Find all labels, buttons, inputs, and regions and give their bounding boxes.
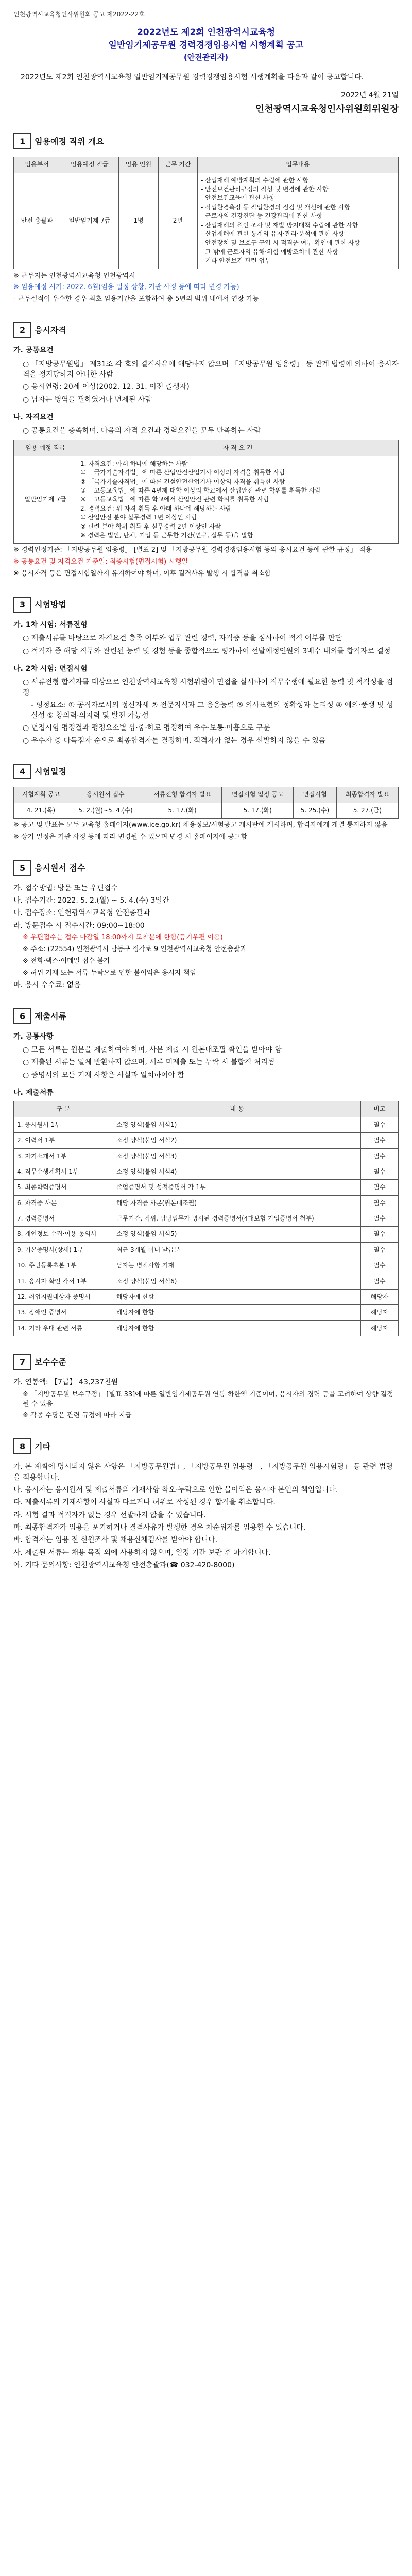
doc-note: 필수	[361, 1133, 399, 1148]
doc-desc: 소정 양식(붙임 서식3)	[113, 1148, 361, 1164]
paragraph: 라. 방문접수 시 접수시간: 09:00~18:00	[13, 921, 145, 930]
note: ※ 상기 일정은 기관 사정 등에 따라 변경될 수 있으며 변경 시 홈페이지에 공고함	[13, 833, 247, 841]
section-label: 응시자격	[35, 325, 66, 335]
paragraph: 다. 제출서류의 기재사항이 사실과 다르거나 허위로 작성된 경우 합격을 취소합니다.	[13, 1498, 276, 1507]
subheading: 나. 자격요건	[13, 413, 54, 421]
note: ※ 「지방공무원 보수규정」 [별표 33]에 따른 일반임기제공무원 연봉 하한액 기준이며, 응시자의 경력 등을 고려하여 상향 결정될 수 있음	[23, 1390, 393, 1408]
req-item: ② 관련 분야 학위 취득 후 실무경력 2년 이상인 사람	[80, 522, 221, 530]
paragraph: ○ 응시연령: 20세 이상(2002. 12. 31. 이전 출생자)	[23, 383, 190, 392]
paragraph: ○ 증명서의 모든 기재 사항은 사실과 일치하여야 함	[23, 1071, 184, 1079]
doc-desc: 소정 양식(붙임 서식5)	[113, 1227, 361, 1242]
doc-note: 필수	[361, 1164, 399, 1179]
doc-name: 10. 주민등록초본 1부	[14, 1258, 113, 1274]
duty-item: - 안전보건관리규정의 작성 및 변경에 관한 사항	[201, 185, 329, 193]
table-row	[14, 1133, 399, 1148]
duty-item: - 안전보건교육에 관한 사항	[201, 194, 275, 202]
note: ※ 허위 기재 또는 서류 누락으로 인한 불이익은 응시자 책임	[23, 969, 196, 977]
subheading: 가. 1차 시험: 서류전형	[13, 621, 88, 630]
table-row	[14, 1274, 399, 1289]
section-number: 8	[13, 1438, 31, 1454]
table-row	[14, 1117, 399, 1132]
cell-dept: 안전 총괄과	[14, 173, 60, 269]
paragraph: 라. 시험 결과 적격자가 없는 경우 선발하지 않을 수 있습니다.	[13, 1511, 206, 1519]
paragraph: 바. 합격자는 임용 전 신원조사 및 채용신체검사를 받아야 합니다.	[13, 1536, 218, 1545]
paragraph: 가. 연봉액: 【7급】 43,237천원	[13, 1378, 118, 1387]
paragraph: ○ 서류전형 합격자를 대상으로 인천광역시교육청 시험위원이 면접을 실시하여 직무수행에 필요한 능력 및 적격성을 검정	[23, 678, 393, 697]
subheading: 나. 제출서류	[13, 1089, 54, 1097]
title-block	[13, 26, 399, 63]
table-row	[14, 1320, 399, 1336]
doc-desc: 남자는 병적사항 기재	[113, 1258, 361, 1274]
doc-note: 필수	[361, 1242, 399, 1258]
section-number: 3	[13, 597, 31, 613]
note: ※ 주소: (22554) 인천광역시 남동구 정각로 9 인천광역시교육청 안전총괄과	[23, 945, 247, 953]
section-2-heading	[13, 322, 399, 338]
paragraph: ○ 제출서류를 바탕으로 자격요건 충족 여부와 업무 관련 경력, 자격증 등을 심사하여 적격 여부를 판단	[23, 634, 342, 643]
section-1-heading	[13, 133, 399, 149]
paragraph: 사. 제출된 서류는 채용 목적 외에 사용하지 않으며, 일정 기간 보관 후 파기합니다.	[13, 1548, 271, 1557]
doc-desc: 소정 양식(붙임 서식1)	[113, 1117, 361, 1132]
col-header: 면접시험	[294, 787, 337, 803]
req-item: ④ 「고등교육법」에 따른 학교에서 산업안전 관련 학위를 취득한 사람	[80, 496, 269, 503]
table-row	[14, 1258, 399, 1274]
cell-count: 1명	[119, 173, 158, 269]
duty-item: - 산업재해에 관한 통계의 유지·관리·분석에 관한 사항	[201, 230, 345, 238]
section-number: 6	[13, 1008, 31, 1024]
doc-desc: 해당자에 한함	[113, 1305, 361, 1320]
issuing-org: 인천광역시교육청인사위원회위원장	[255, 104, 399, 115]
doc-note: 필수	[361, 1117, 399, 1132]
paragraph: 나. 접수기간: 2022. 5. 2.(월) ~ 5. 4.(수) 3일간	[13, 896, 169, 905]
section-label: 임용예정 직위 개요	[35, 137, 104, 147]
duty-item: - 작업환경측정 등 작업환경의 점검 및 개선에 관한 사항	[201, 203, 351, 211]
doc-note: 필수	[361, 1258, 399, 1274]
doc-name: 3. 자기소개서 1부	[14, 1148, 113, 1164]
req-item: ③ 「고등교육법」에 따른 4년제 대학 이상의 학교에서 산업안전 관련 학위를 취득한 사람	[80, 486, 321, 494]
col-header: 면접시험 일정 공고	[222, 787, 294, 803]
note: ※ 임용예정 시기: 2022. 6월(임용 일정 상황, 기관 사정 등에 따라 변경 가능)	[13, 283, 239, 292]
col-header: 근무 기간	[158, 157, 197, 173]
paragraph: 가. 본 계획에 명시되지 않은 사항은 「지방공무원법」, 「지방공무원 임용령」, 「지방공무원 임용시험령」 등 관련 법령을 적용합니다.	[13, 1463, 393, 1482]
table-row	[14, 1164, 399, 1179]
section-number: 5	[13, 860, 31, 876]
doc-name: 1. 응시원서 1부	[14, 1117, 113, 1132]
section-8-heading	[13, 1438, 399, 1454]
table-row	[14, 1305, 399, 1320]
doc-desc: 졸업증명서 및 성적증명서 각 1부	[113, 1180, 361, 1195]
note: ※ 공고 및 발표는 모두 교육청 홈페이지(www.ice.go.kr) 채용정보/시험공고 게시판에 게시하며, 합격자에게 개별 통지하지 않음	[13, 821, 388, 829]
section-5-heading	[13, 860, 399, 876]
doc-desc: 해당자에 한함	[113, 1290, 361, 1305]
note: ※ 근무지는 인천광역시교육청 인천광역시	[13, 272, 135, 280]
table-cell: 5. 17.(화)	[222, 803, 294, 818]
section-4-heading	[13, 764, 399, 779]
doc-desc: 근무기간, 직위, 담당업무가 명시된 경력증명서(4대보험 가입증명서 첨부)	[113, 1211, 361, 1227]
title-line-2: 일반임기제공무원 경력경쟁임용시험 시행계획 공고	[108, 40, 304, 51]
doc-name: 4. 직무수행계획서 1부	[14, 1164, 113, 1179]
doc-note: 필수	[361, 1148, 399, 1164]
doc-name: 8. 개인정보 수집·이용 동의서	[14, 1227, 113, 1242]
doc-desc: 소정 양식(붙임 서식2)	[113, 1133, 361, 1148]
cell-term: 2년	[158, 173, 197, 269]
paragraph: 아. 기타 문의사항: 인천광역시교육청 안전총괄과(☎ 032-420-8000)	[13, 1561, 235, 1569]
col-header: 임용부서	[14, 157, 60, 173]
duty-item: - 산업재해의 원인 조사 및 재발 방지대책 수립에 관한 사항	[201, 221, 358, 229]
doc-note: 해당자	[361, 1305, 399, 1320]
doc-desc: 소정 양식(붙임 서식4)	[113, 1164, 361, 1179]
doc-name: 11. 응시자 확인 각서 1부	[14, 1274, 113, 1289]
documents-table	[13, 1101, 399, 1336]
paragraph: ○ 제출된 서류는 일체 반환하지 않으며, 서류 미제출 또는 누락 시 불합격 처리됨	[23, 1058, 275, 1067]
section-number: 2	[13, 322, 31, 338]
doc-name: 5. 최종학력증명서	[14, 1180, 113, 1195]
section-6-heading	[13, 1008, 399, 1024]
paragraph: ○ 모든 서류는 원본을 제출하여야 하며, 사본 제출 시 원본대조필 확인을 받아야 함	[23, 1046, 282, 1055]
table-cell: 5. 27.(금)	[336, 803, 398, 818]
req-item: ※ 경력은 법인, 단체, 기업 등 근무한 기간(연구, 실무 등)을 말함	[80, 531, 253, 539]
note: ※ 우편접수는 접수 마감일 18:00까지 도착분에 한함(등기우편 이용)	[23, 934, 223, 942]
duty-item: - 안전장치 및 보호구 구입 시 적격품 여부 확인에 관한 사항	[201, 239, 360, 247]
paragraph: ○ 우수자 중 다득점자 순으로 최종합격자를 결정하며, 적격자가 없는 경우 선발하지 않을 수 있음	[23, 736, 326, 745]
doc-name: 7. 경력증명서	[14, 1211, 113, 1227]
doc-note: 필수	[361, 1211, 399, 1227]
col-header: 업무내용	[198, 157, 399, 173]
section-number: 4	[13, 764, 31, 779]
note: ※ 경력인정기준: 「지방공무원 임용령」 [별표 2] 및 「지방공무원 경력경쟁임용시험 등의 응시요건 등에 관한 규정」 적용	[13, 546, 372, 554]
doc-note: 해당자	[361, 1290, 399, 1305]
paragraph: - 평정요소: ① 공직자로서의 정신자세 ② 전문지식과 그 응용능력 ③ 의사표현의 정확성과 논리성 ④ 예의·품행 및 성실성 ⑤ 창의력·의지력 및 발전 가능성	[31, 701, 393, 720]
table-row	[14, 1195, 399, 1211]
paragraph: 마. 최종합격자가 임용을 포기하거나 결격사유가 발생한 경우 차순위자를 임용할 수 있습니다.	[13, 1523, 306, 1532]
note: - 근무실적이 우수한 경우 최초 임용기간을 포함하여 총 5년의 범위 내에서 연장 가능	[13, 295, 259, 303]
duty-item: - 근로자의 건강진단 등 건강관리에 관한 사항	[201, 212, 323, 220]
notice-number: 인천광역시교육청인사위원회 공고 제2022-22호	[13, 11, 145, 18]
doc-name: 2. 이력서 1부	[14, 1133, 113, 1148]
paragraph: 마. 응시 수수료: 없음	[13, 981, 81, 990]
col-header: 비고	[361, 1101, 399, 1117]
requirements-table	[13, 440, 399, 544]
title-line-1: 2022년도 제2회 인천광역시교육청	[136, 27, 276, 38]
duty-item: - 기타 안전보건 관련 업무	[201, 257, 271, 265]
doc-name: 12. 취업지원대상자 증명서	[14, 1290, 113, 1305]
req-item: ① 산업안전 분야 실무경력 1년 이상인 사람	[80, 514, 197, 521]
doc-note: 필수	[361, 1274, 399, 1289]
schedule-table	[13, 787, 399, 819]
cell-duties	[198, 173, 399, 269]
paragraph: ○ 면접시험 평정결과 평정요소별 상·중·하로 평정하여 우수·보통·미흡으로 구분	[23, 724, 270, 733]
section-number: 7	[13, 1354, 31, 1370]
req-item: ② 「국가기술자격법」에 따른 건설안전산업기사 이상의 자격을 취득한 사람	[80, 478, 285, 485]
paragraph: ○ 공통요건을 충족하며, 다음의 자격 요건과 경력요건을 모두 만족하는 사람	[23, 427, 261, 435]
col-header: 자 격 요 건	[77, 440, 399, 456]
subheading: 가. 공통요건	[13, 346, 54, 355]
req-item: 2. 경력요건: 위 자격 취득 후 아래 하나에 해당하는 사람	[80, 504, 232, 512]
subheading: 나. 2차 시험: 면접시험	[13, 664, 88, 673]
section-label: 시험일정	[35, 766, 66, 776]
duty-item: - 그 밖에 근로자의 유해·위험 예방조치에 관한 사항	[201, 248, 338, 256]
table-row	[14, 1290, 399, 1305]
req-item: ① 「국가기술자격법」에 따른 산업안전산업기사 이상의 자격을 취득한 사람	[80, 469, 285, 477]
cell-grade: 일반임기제 7급	[14, 456, 77, 544]
col-header: 임용예정 직급	[60, 157, 119, 173]
lead-paragraph: 2022년도 제2회 인천광역시교육청 일반임기제공무원 경력경쟁임용시험 시행계획을 다음과 같이 공고합니다.	[21, 73, 364, 82]
table-row	[14, 1211, 399, 1227]
paragraph: 가. 접수방법: 방문 또는 우편접수	[13, 884, 118, 892]
note: ※ 응시자격 등은 면접시험일까지 유지하여야 하며, 이후 결격사유 발생 시 합격을 취소함	[13, 569, 271, 578]
req-item: 1. 자격요건: 아래 하나에 해당하는 사람	[80, 460, 188, 467]
table-cell: 5. 17.(화)	[143, 803, 222, 818]
paragraph: 다. 접수장소: 인천광역시교육청 안전총괄과	[13, 909, 150, 918]
cell-requirements	[77, 456, 399, 544]
position-table	[13, 157, 399, 269]
col-header: 임용 인원	[119, 157, 158, 173]
paragraph: ○ 적격자 중 해당 직무와 관련된 능력 및 경험 등을 종합적으로 평가하여 선발예정인원의 3배수 내외를 합격자로 결정	[23, 647, 391, 655]
section-number: 1	[13, 133, 31, 149]
table-cell: 5. 25.(수)	[294, 803, 337, 818]
section-label: 제출서류	[35, 1011, 66, 1021]
doc-desc: 최근 3개월 이내 발급분	[113, 1242, 361, 1258]
paragraph: ○ 남자는 병역을 필하였거나 면제된 사람	[23, 395, 152, 404]
col-header: 임용 예정 직급	[14, 440, 77, 456]
doc-name: 13. 장애인 증명서	[14, 1305, 113, 1320]
doc-name: 9. 기본증명서(상세) 1부	[14, 1242, 113, 1258]
paragraph: ○ 「지방공무원법」 제31조 각 호의 결격사유에 해당하지 않으며 「지방공무원 임용령」 등 관계 법령에 의하여 응시자격을 정지당하지 아니한 사람	[23, 360, 399, 379]
doc-desc: 해당자에 한함	[113, 1320, 361, 1336]
col-header: 내 용	[113, 1101, 361, 1117]
doc-name: 6. 자격증 사본	[14, 1195, 113, 1211]
section-label: 보수수준	[35, 1357, 66, 1367]
table-cell: 5. 2.(월)~5. 4.(수)	[68, 803, 143, 818]
doc-note: 해당자	[361, 1320, 399, 1336]
note: ※ 전화·팩스·이메일 접수 불가	[23, 957, 110, 965]
section-label: 응시원서 접수	[35, 862, 85, 873]
section-label: 기타	[35, 1442, 51, 1452]
table-row	[14, 1180, 399, 1195]
section-3-heading	[13, 597, 399, 613]
notice-date: 2022년 4월 21일	[341, 91, 399, 99]
col-header: 최종합격자 발표	[336, 787, 398, 803]
paragraph: 나. 응시자는 응시원서 및 제출서류의 기재사항 착오·누락으로 인한 불이익은 응시자 본인의 책임입니다.	[13, 1486, 338, 1495]
col-header: 응시원서 접수	[68, 787, 143, 803]
col-header: 시험계획 공고	[14, 787, 68, 803]
doc-note: 필수	[361, 1180, 399, 1195]
note: ※ 각종 수당은 관련 규정에 따라 지급	[23, 1412, 132, 1420]
col-header: 서류전형 합격자 발표	[143, 787, 222, 803]
doc-desc: 해당 자격증 사본(원본대조필)	[113, 1195, 361, 1211]
subheading: 가. 공통사항	[13, 1032, 54, 1041]
section-label: 시험방법	[35, 599, 66, 609]
title-line-3: (안전관리자)	[183, 52, 229, 62]
table-row	[14, 1242, 399, 1258]
section-7-heading	[13, 1354, 399, 1370]
doc-name: 14. 기타 우대 관련 서류	[14, 1320, 113, 1336]
doc-note: 필수	[361, 1227, 399, 1242]
table-cell: 4. 21.(목)	[14, 803, 68, 818]
doc-note: 필수	[361, 1195, 399, 1211]
table-row	[14, 1227, 399, 1242]
duty-item: - 산업재해 예방계획의 수립에 관한 사항	[201, 176, 309, 184]
table-row	[14, 1148, 399, 1164]
doc-desc: 소정 양식(붙임 서식6)	[113, 1274, 361, 1289]
note: ※ 공통요건 및 자격요건 기준일: 최종시험(면접시험) 시행일	[13, 558, 188, 566]
col-header: 구 분	[14, 1101, 113, 1117]
cell-grade: 일반임기제 7급	[60, 173, 119, 269]
